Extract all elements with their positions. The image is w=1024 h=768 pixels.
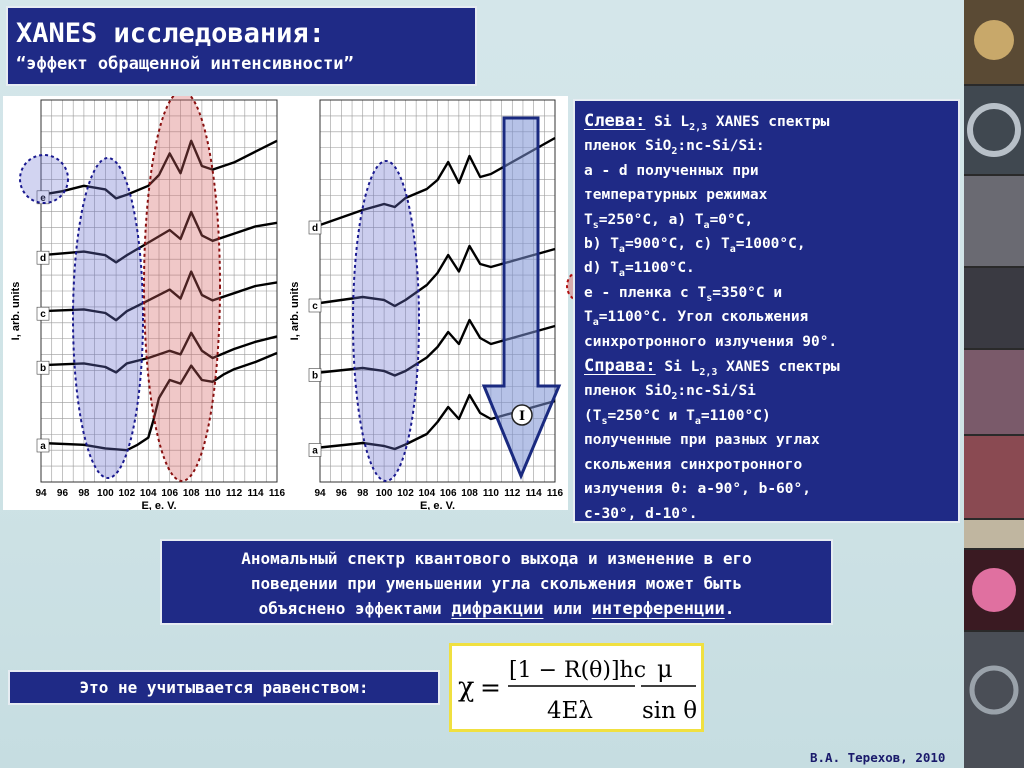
x-tick-label: 108: [182, 488, 200, 499]
not-accounted-note: Это не учитывается равенством:: [8, 670, 440, 705]
desc-right-line: полученные при разных углах: [584, 432, 820, 449]
curve-label-b: b: [39, 363, 47, 375]
photo-tile: [964, 436, 1024, 518]
x-tick-label: 104: [418, 488, 436, 499]
desc-right-line: c-30°, d-10°.: [584, 505, 698, 522]
interference-term: интерференции: [591, 599, 725, 619]
curve-label-d: d: [39, 253, 47, 265]
curve-label-d: d: [311, 223, 319, 234]
photo-tile-detail: [974, 20, 1014, 60]
curve-label-e: e: [40, 192, 46, 204]
desc-right-line: пленок SiO$_2$:nc-Si/Si: [584, 383, 756, 403]
curve-label-a: a: [40, 441, 46, 452]
author-footer: В.А. Терехов, 2010: [810, 750, 946, 765]
desc-left-line: e - пленка с $T_s=350^\circ C$ и: [584, 284, 783, 304]
desc-right-line: излучения θ: a-90°, b-60°,: [584, 481, 811, 498]
x-tick-label: 104: [139, 488, 157, 499]
desc-left-line: температурных режимах: [584, 187, 768, 204]
formula-denominator: 4Eλ: [547, 698, 593, 724]
x-tick-label: 100: [97, 488, 114, 499]
x-tick-label: 100: [375, 488, 393, 499]
y-axis-label: I, arb. units: [289, 281, 301, 341]
x-tick-label: 110: [482, 488, 499, 499]
photo-tile: [964, 268, 1024, 348]
desc-left-line: пленок SiO$_2$:nc-Si/Si:: [584, 138, 765, 158]
dip-highlight-right: [353, 161, 419, 481]
x-tick-label: 116: [268, 488, 286, 499]
anomaly-line-3: [162, 596, 831, 622]
curve-e-highlight: [20, 155, 68, 203]
right-heading: Справа:: [584, 356, 656, 377]
x-tick-label: 106: [161, 488, 179, 499]
desc-left-line: Si $L_{2,3}$ XANES спектры: [654, 114, 830, 133]
photo-tile: [964, 176, 1024, 266]
spectra-description: [573, 99, 960, 523]
x-tick-label: 94: [314, 488, 326, 499]
x-tick-label: 110: [204, 488, 221, 499]
x-tick-label: 106: [439, 488, 457, 499]
x-tick-label: 96: [56, 488, 69, 499]
curve-label-c: c: [312, 301, 318, 312]
formula-numerator: [1 − R(θ)]hc: [509, 658, 647, 683]
x-tick-label: 102: [397, 488, 414, 499]
formula-mu: μ: [657, 655, 673, 683]
anomaly-line-3-start: объяснено эффектами: [258, 599, 442, 618]
x-tick-label: 98: [357, 488, 369, 499]
arrow-label: I: [518, 409, 526, 424]
desc-left-line: $T_a=1100^\circ C$. Угол скольжения: [584, 309, 809, 329]
anomaly-statement: [160, 539, 833, 625]
x-axis-label: E, e. V.: [419, 500, 456, 510]
desc-left-line: a - d полученных при: [584, 162, 759, 179]
x-tick-label: 112: [504, 488, 521, 499]
x-tick-label: 116: [546, 488, 564, 499]
photo-tile-detail: [972, 568, 1016, 612]
curve-label-a: a: [312, 445, 318, 457]
formula-equals: =: [480, 673, 501, 702]
peak-highlight-left: [144, 96, 220, 481]
x-tick-label: 102: [118, 488, 136, 499]
curve-label-c: c: [40, 309, 46, 321]
slide-subtitle: “эффект обращенной интенсивности”: [16, 54, 354, 74]
desc-left-line: $T_s=250^\circ C$, a) $T_a=0^\circ C$,: [584, 211, 754, 231]
xanes-spectra-figure: [3, 96, 568, 510]
x-tick-label: 108: [461, 488, 478, 499]
formula-svg: [452, 646, 701, 729]
desc-right-line: Si $L_{2,3}$ XANES спектры: [664, 359, 840, 378]
x-tick-label: 98: [78, 488, 90, 499]
x-tick-label: 114: [247, 488, 264, 499]
desc-right-line: скольжения синхротронного: [584, 456, 803, 473]
x-tick-label: 114: [525, 488, 542, 499]
anomaly-line-1: Аномальный спектр квантового выхода и изменение в его: [241, 549, 752, 568]
dip-highlight-left: [73, 158, 143, 478]
x-tick-label: 96: [335, 488, 347, 499]
photo-tile: [964, 520, 1024, 548]
anomaly-end: .: [724, 599, 735, 618]
desc-left-line: d) $T_a=1100^\circ C$.: [584, 260, 695, 280]
desc-right-line: ($T_s=250^\circ C$ и $T_a=1100^\circ C$): [584, 407, 771, 427]
chi-formula: [449, 643, 704, 732]
desc-left-line: синхротронного излучения 90°.: [584, 333, 838, 350]
formula-chi: χ: [458, 672, 475, 703]
photo-tile: [964, 350, 1024, 434]
x-tick-label: 112: [226, 488, 243, 499]
left-heading: Слева:: [584, 111, 646, 131]
decorative-photo-strip: [964, 0, 1024, 768]
or-word: или: [553, 599, 582, 618]
y-axis-label: I, arb. units: [10, 281, 22, 341]
x-tick-label: 94: [35, 488, 47, 499]
diffraction-term: дифракции: [451, 599, 544, 619]
slide-title: XANES исследования:: [16, 18, 325, 49]
formula-sin: sin θ: [642, 698, 698, 724]
x-axis-label: E, e. V.: [141, 500, 177, 510]
anomaly-line-2: поведении при уменьшении угла скольжения может быть: [250, 574, 743, 593]
curve-label-b: b: [311, 370, 319, 382]
desc-left-line: b) $T_a=900^\circ C$, c) $T_a=1000^\circ C$,: [584, 236, 806, 255]
slide-title-box: [6, 6, 477, 86]
